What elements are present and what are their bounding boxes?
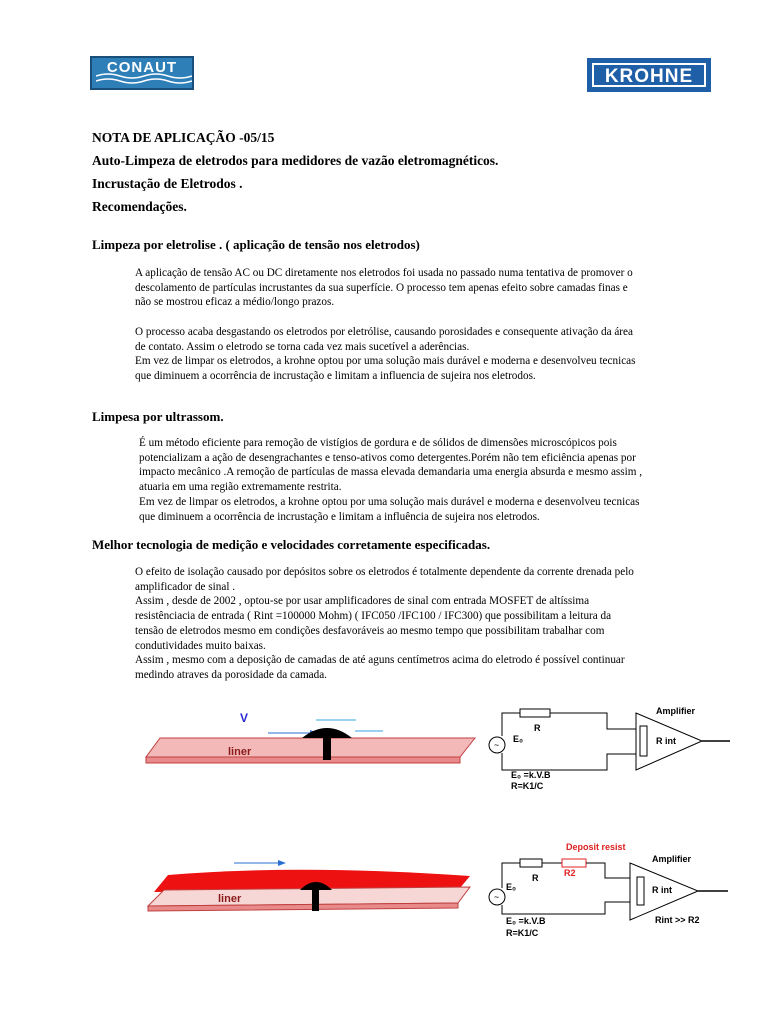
figure1-circuit [480,700,740,800]
text-line: descolamento de partículas incrustantes da sua superfície. O processo tem apenas efeito sobre camadas finas e [135,281,628,294]
section1-body [135,266,635,384]
text-line: atuaria em uma região extremamente restrita. [139,481,342,494]
text-line: que diminuem a ocorrência de incrustação e limitam a influência de sujeira nos eletrodos. [139,510,540,523]
electrode-stem [323,736,331,760]
text-line: Em vez de limpar os eletrodos, a krohne optou por uma solução mais durável e moderna e desenvolveu tecnicas [135,355,636,368]
doc-title: NOTA DE APLICAÇÃO -05/15 [92,130,275,145]
resistor-r [520,859,542,867]
text-line: condutividades muito baixas. [135,639,266,652]
text-line: potencializam a ação de desengrachantes e tenso-ativos como detergentes.Porém não tem eficiência apenas por [139,451,636,464]
liner-edge [146,757,460,763]
section3-body [135,565,634,683]
text-line: tensão de eletrodos mesmo em condições desfavoráveis ao mesmo tempo que possibilitam trabalhar com [135,624,605,637]
text-line: que diminuem a ocorrência de incrustação e limitam a influencia de sujeira nos eletrodos. [135,369,536,382]
rint-label: R int [656,736,676,746]
krohne-logo [587,58,711,92]
resistor-r2 [562,859,586,867]
r2-label: R2 [564,868,576,878]
text-line: Em vez de limpar os eletrodos, a krohne optou por uma solução mais durável e moderna e desenvolveu tecnicas [139,495,640,508]
resistor-r [520,709,550,717]
text-line [135,310,635,325]
wire [550,713,648,729]
wire [502,753,648,770]
rint-note: Rint >> R2 [655,915,700,925]
deposit-label: Deposit resist [566,842,626,852]
liner-label: liner [218,893,242,905]
conaut-logo-text: CONAUT [106,59,178,76]
text-line: O processo acaba desgastando os eletrodos por eletrólise, causando porosidades e consequente ativação da área [135,325,633,338]
equation-2: R=K1/C [506,928,539,938]
text-line: É um método eficiente para remoção de vistígios de gordura e de sólidos de dimensões microscópicos pois [139,437,617,449]
text-line: resistênciacia de entrada ( Rint =100000 Mohm) ( IFC050 /IFC100 / IFC300) que possibilitam a leitura da [135,610,612,623]
wire [502,902,645,914]
section1-heading: Limpeza por eletrolise . ( aplicação de tensão nos eletrodos) [92,237,420,252]
text-line: Assim , mesmo com a deposição de camadas de até aguns centímetros acima do eletrodo é possível continuar [135,654,625,667]
resistor-rint [637,877,644,905]
source-tilde: ~ [494,740,500,750]
velocity-label: V [240,711,249,725]
r-label: R [534,723,541,733]
doc-subtitle-3: Recomendações. [92,199,187,214]
text-line: Assim , desde de 2002 , optou-se por usar amplificadores de sinal com entrada MOSFET de altíssima [135,595,590,608]
liner-label: liner [228,746,252,758]
wire [502,713,520,736]
equation-1: E₀ =k.V.B [511,770,551,780]
doc-subtitle: Auto-Limpeza de eletrodos para medidores de vazão eletromagnéticos. [92,153,499,168]
doc-subtitle-2: Incrustação de Eletrodos . [92,176,243,191]
section2-body [139,436,642,524]
liner-top [146,738,475,757]
figure2-pipe [140,850,480,920]
conaut-logo [90,56,194,90]
source-tilde: ~ [494,892,500,902]
e-label: E₀ [506,882,517,892]
amplifier-label: Amplifier [656,706,696,716]
r-label: R [532,873,539,883]
figure1-pipe [140,700,480,780]
resistor-rint [640,726,647,756]
text-line: não se mostrou eficaz a médio/longo prazos. [135,296,335,309]
krohne-logo-text: KROHNE [592,63,706,87]
electrode-stem [312,888,319,911]
text-line: A aplicação de tensão AC ou DC diretamente nos eletrodos foi usada no passado numa tentativa de promover o [135,267,633,279]
amplifier-label: Amplifier [652,854,692,864]
rint-label: R int [652,885,672,895]
equation-2: R=K1/C [511,781,544,791]
figure2-circuit [480,838,740,948]
text-line: O efeito de isolação causado por depósitos sobre os eletrodos é totalmente dependente da corrente drenada pelo [135,566,634,578]
section2-heading: Limpesa por ultrassom. [92,409,224,424]
equation-1: E₀ =k.V.B [506,916,546,926]
text-line: impacto mecânico .A remoção de partículas de massa elevada demandaria uma energia absurda e mesmo assim , [139,466,643,479]
text-line: amplificador de sinal . [135,580,236,593]
text-line: de contato. Assim o eletrodo se torna cada vez mais sucetível a aderências. [135,340,470,353]
e-label: E₀ [513,734,524,744]
section3-heading: Melhor tecnologia de medição e velocidades corretamente especificadas. [92,537,491,552]
arrow-head-icon [278,860,286,866]
text-line: medindo atraves da porosidade da camada. [135,668,327,681]
wave-icon [96,72,192,86]
